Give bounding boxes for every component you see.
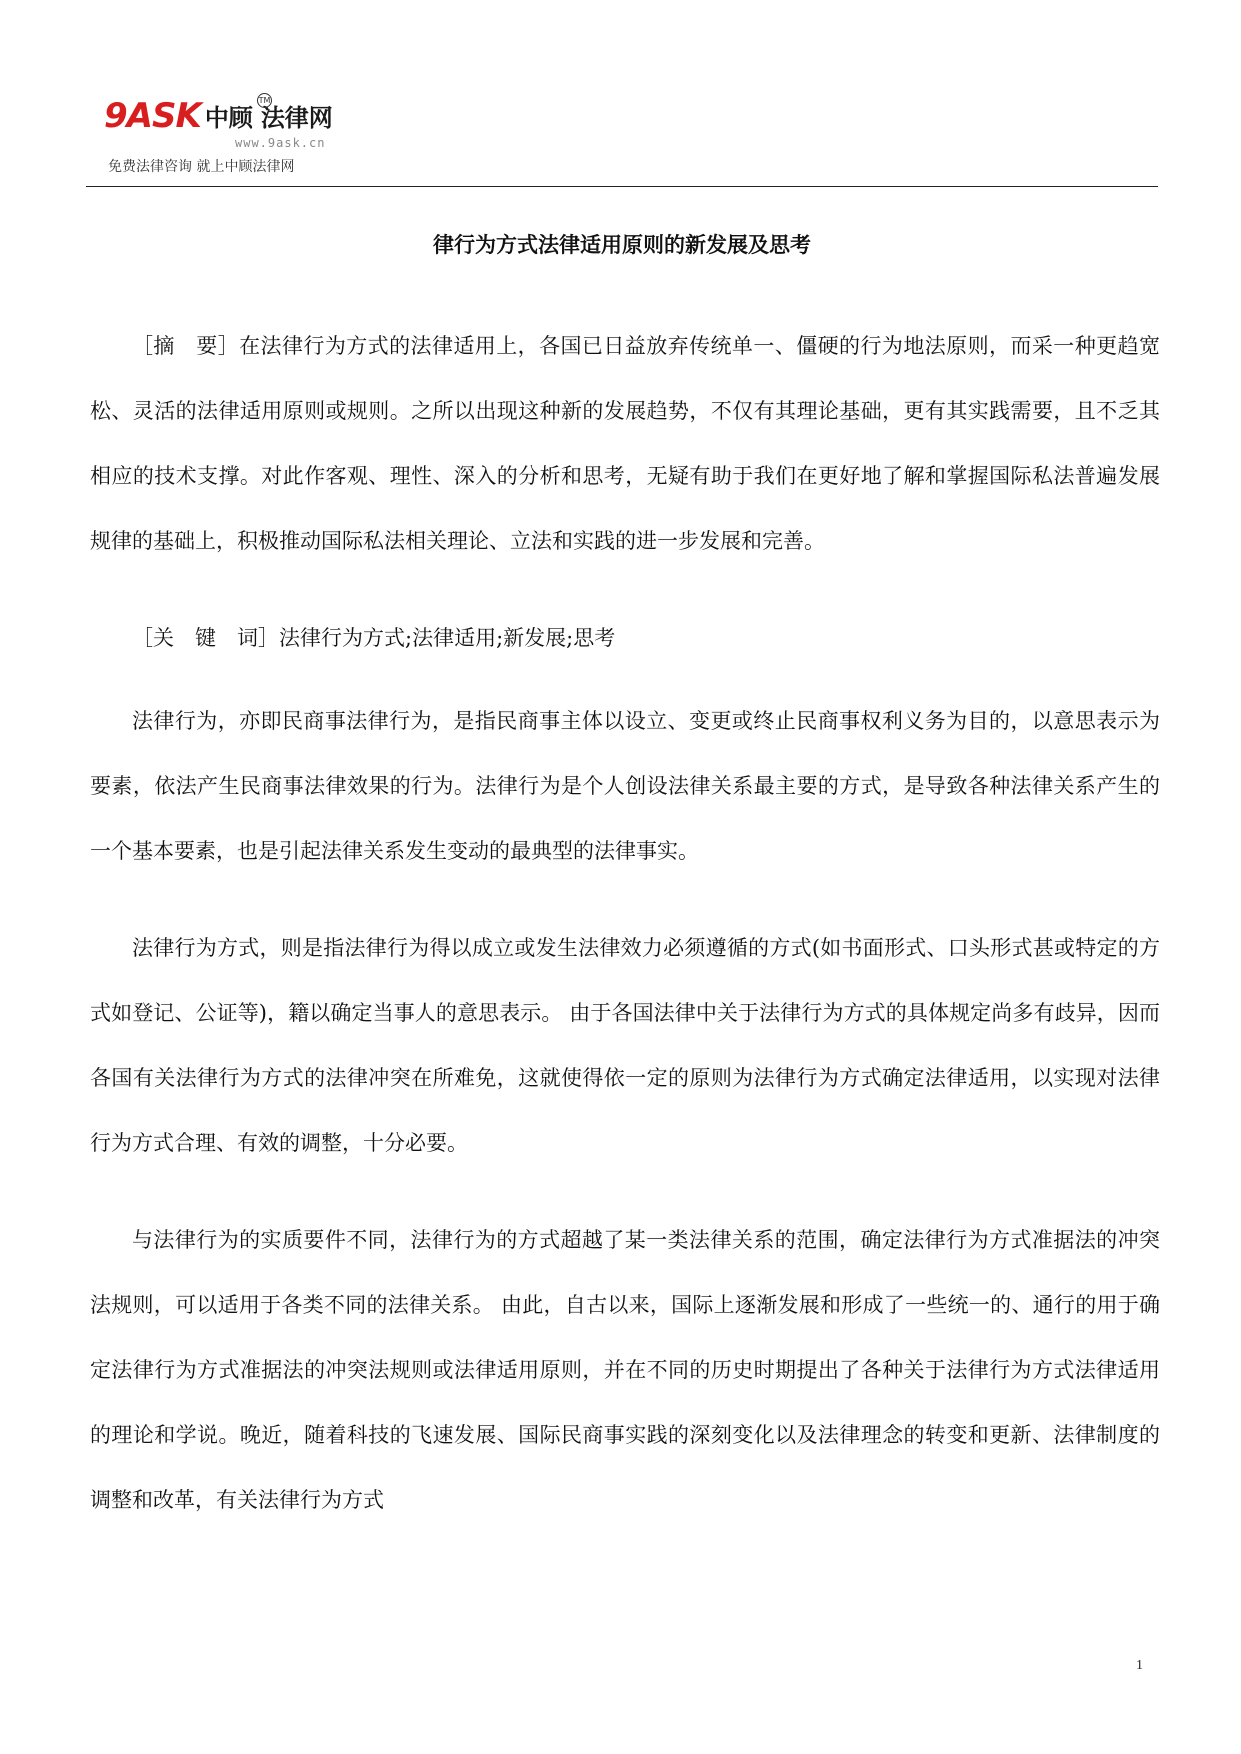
body-paragraph: 与法律行为的实质要件不同，法律行为的方式超越了某一类法律关系的范围，确定法律行为方式准据法的冲突法规则，可以适用于各类不同的法律关系。 由此，自古以来，国际上逐渐发展和形成了一些统一的、通行的用于确定法律行为方式准据法的冲突法规则或法律适用原则，并在不同的历史时期提出了各种关于法律行为方式法律适用的理论和学说。晚近，随着科技的飞速发展、国际民商事实践的深刻变化以及法律理念的转变和更新、法律制度的调整和改革，有关法律行为方式 [90, 1228, 1160, 1512]
logo-slogan: 免费法律咨询 就上中顾法律网 [108, 159, 295, 175]
document-title: 律行为方式法律适用原则的新发展及思考 [433, 232, 811, 257]
logo-brand: 9ASK [104, 96, 201, 136]
header-divider [86, 186, 1158, 187]
body-paragraph: 法律行为，亦即民商事法律行为，是指民商事主体以设立、变更或终止民商事权利义务为目的，以意思表示为要素，依法产生民商事法律效果的行为。法律行为是个人创设法律关系最主要的方式，是导致各种法律关系产生的一个基本要素，也是引起法律关系发生变动的最典型的法律事实。 [90, 709, 1160, 863]
keywords-paragraph: ［关 键 词］法律行为方式;法律适用;新发展;思考 [132, 626, 616, 650]
logo-cn-name: 中顾 [204, 104, 253, 132]
site-logo[interactable] [104, 96, 364, 182]
abstract-paragraph: ［摘 要］在法律行为方式的法律适用上，各国已日益放弃传统单一、僵硬的行为地法原则，而采一种更趋宽松、灵活的法律适用原则或规则。之所以出现这种新的发展趋势，不仅有其理论基础，更有其实践需要，且不乏其相应的技术支撑。对此作客观、理性、深入的分析和思考，无疑有助于我们在更好地了解和掌握国际私法普遍发展规律的基础上，积极推动国际私法相关理论、立法和实践的进一步发展和完善。 [90, 334, 1160, 553]
logo-wordmark [104, 96, 333, 136]
document-body [90, 314, 1160, 1565]
page-number: 1 [1136, 1658, 1143, 1673]
logo-url: www.9ask.cn [235, 136, 326, 150]
body-paragraph: 法律行为方式，则是指法律行为得以成立或发生法律效力必须遵循的方式(如书面形式、口头形式甚或特定的方式如登记、公证等)，籍以确定当事人的意思表示。 由于各国法律中关于法律行为方式的具体规定尚多有歧异，因而各国有关法律行为方式的法律冲突在所难免，这就使得依一定的原则为法律行为方式确定法律适用，以实现对法律行为方式合理、有效的调整，十分必要。 [90, 936, 1160, 1155]
trademark-icon: TM [257, 93, 272, 108]
logo-cn-site: 法律网 [260, 104, 333, 132]
